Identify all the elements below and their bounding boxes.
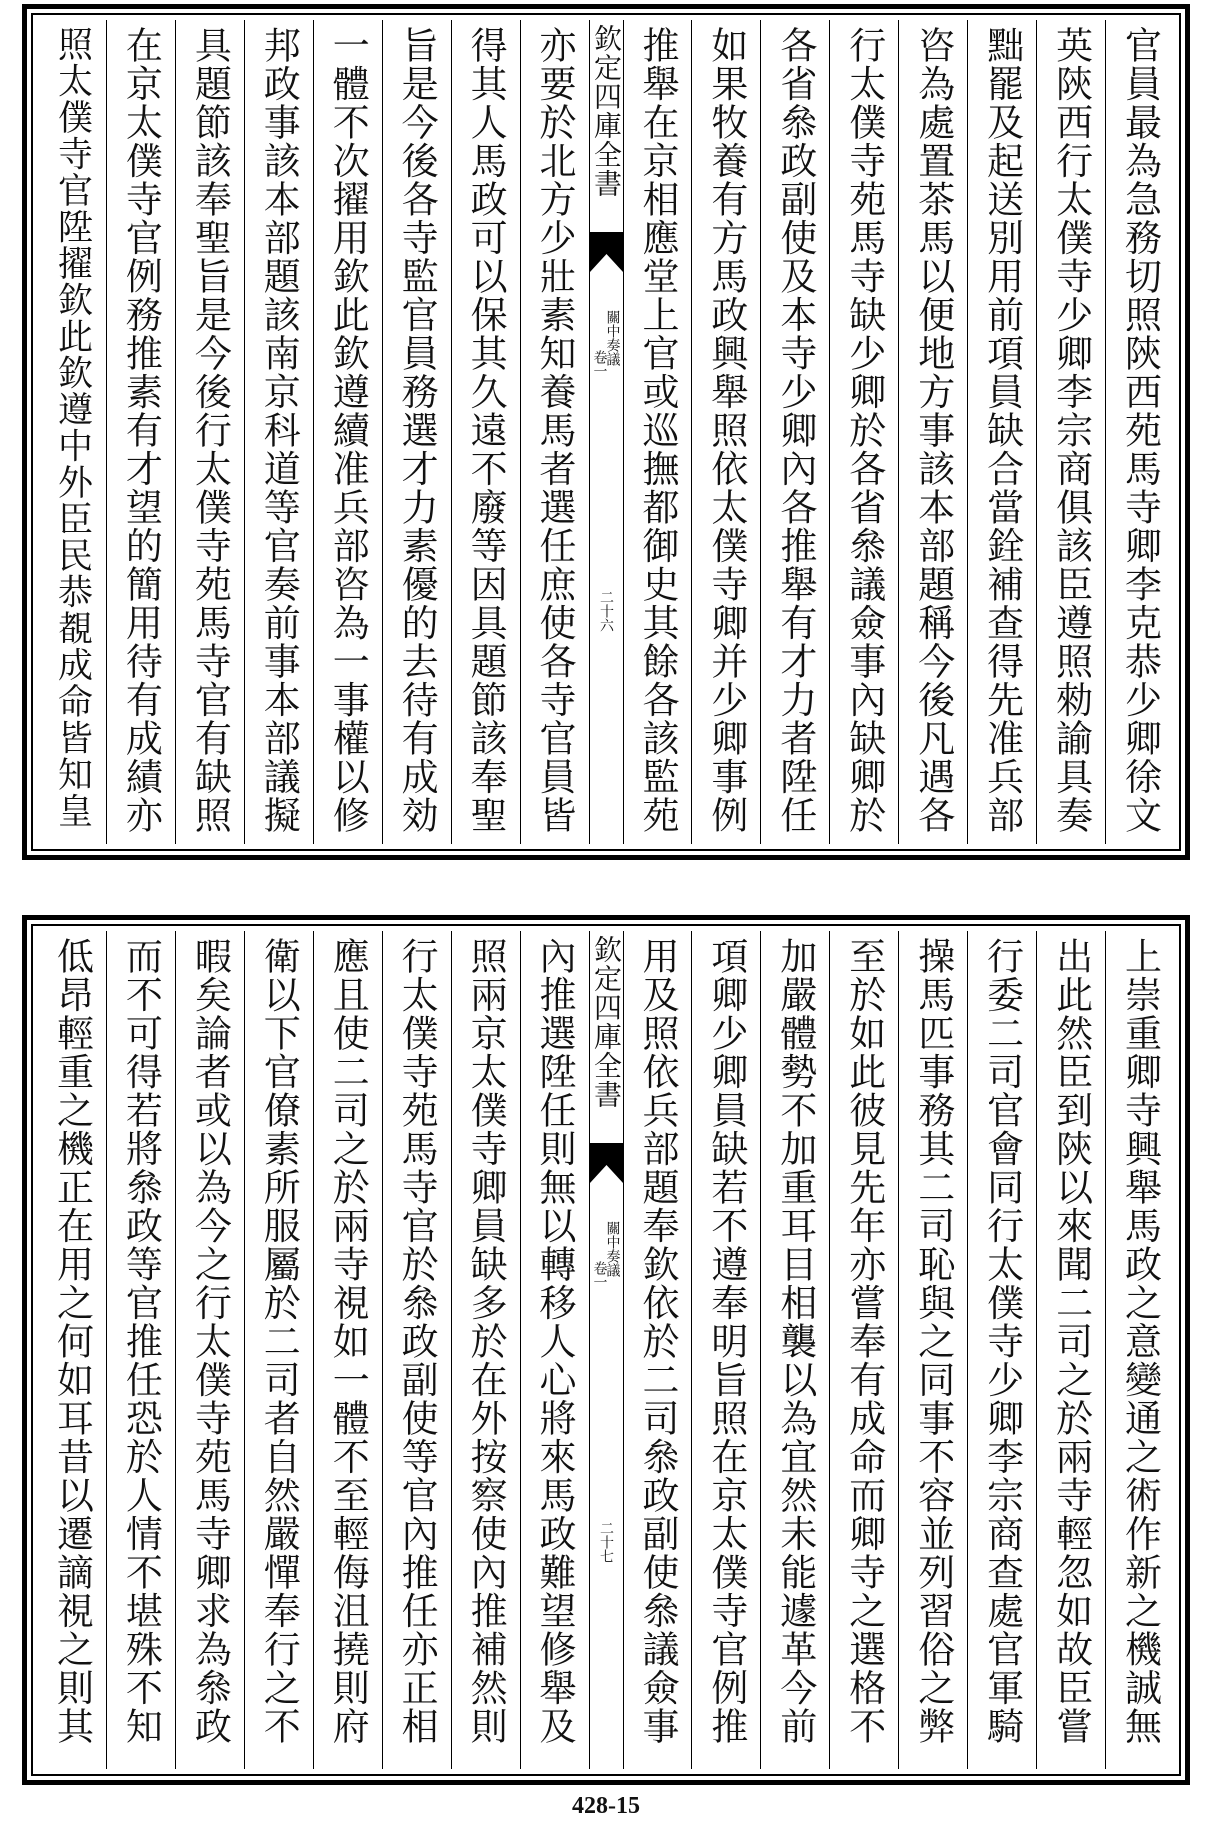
column-text: 而不可得若將叅政等官推任恐於人情不堪殊不知 — [119, 937, 163, 1746]
text-column — [760, 20, 829, 844]
text-column — [967, 20, 1036, 844]
text-column — [623, 20, 692, 844]
text-column — [451, 931, 520, 1769]
text-column — [382, 931, 451, 1769]
column-text: 亦要於北方少壯素知養馬者選任庶使各寺官員皆 — [533, 26, 577, 835]
column-text: 應且使二司之於兩寺視如一體不至輕侮沮撓則府 — [326, 937, 370, 1746]
text-column — [175, 931, 244, 1769]
top-page-panel — [22, 4, 1190, 860]
column-text: 咨為處置茶馬以便地方事該本部題稱今後凡遇各 — [911, 26, 955, 835]
book-subtitle: 關中奏議 — [604, 1221, 621, 1277]
center-fold-column — [589, 20, 623, 844]
text-column — [829, 20, 898, 844]
text-column — [106, 20, 175, 844]
column-text: 暇矣論者或以為今之行太僕寺苑馬寺卿求為叅政 — [188, 937, 232, 1746]
text-column — [898, 20, 967, 844]
text-column — [898, 931, 967, 1769]
column-text: 低昂輕重之機正在用之何如耳昔以遷謫視之則其 — [50, 937, 94, 1746]
text-column — [1105, 20, 1174, 844]
text-column — [244, 931, 313, 1769]
column-text: 黜罷及起送別用前項員缺合當銓補查得先准兵部 — [980, 26, 1024, 835]
book-subtitle: 關中奏議 — [604, 310, 621, 366]
book-title: 欽定四庫全書 — [590, 935, 623, 1109]
column-text: 衛以下官僚素所服屬於二司者自然嚴憚奉行之不 — [257, 937, 301, 1746]
column-text: 行太僕寺苑馬寺官於叅政副使等官內推任亦正相 — [395, 937, 439, 1746]
page-number-footer: 428-15 — [572, 1793, 640, 1819]
volume-label: 卷一 — [591, 1261, 608, 1289]
text-column — [106, 931, 175, 1769]
column-text: 照太僕寺官陞擢欽此欽遵中外臣民恭覩成命皆知皇 — [52, 26, 93, 829]
text-column — [313, 20, 382, 844]
text-column — [451, 20, 520, 844]
text-column — [760, 931, 829, 1769]
center-fold-column — [589, 931, 623, 1769]
book-title: 欽定四庫全書 — [590, 24, 623, 198]
column-text: 上崇重卿寺興舉馬政之意變通之術作新之機誠無 — [1118, 937, 1162, 1746]
column-text: 至於如此彼見先年亦嘗奉有成命而卿寺之選格不 — [842, 937, 886, 1746]
leaf-number: 二十六 — [598, 590, 614, 632]
column-text: 邦政事該本部題該南京科道等官奏前事本部議擬 — [257, 26, 301, 835]
column-text: 出此然臣到陝以來聞二司之於兩寺輕忽如故臣嘗 — [1049, 937, 1093, 1746]
column-text: 項卿少卿員缺若不遵奉明旨照在京太僕寺官例推 — [704, 937, 748, 1746]
column-text: 官員最為急務切照陝西苑馬寺卿李克恭少卿徐文 — [1118, 26, 1162, 835]
column-text: 操馬匹事務其二司恥與之同事不容並列習俗之弊 — [911, 937, 955, 1746]
volume-label: 卷一 — [591, 350, 608, 378]
text-column — [38, 931, 106, 1769]
text-columns — [38, 931, 1174, 1769]
leaf-number: 二十七 — [598, 1521, 614, 1563]
text-column — [175, 20, 244, 844]
text-column — [829, 931, 898, 1769]
column-text: 用及照依兵部題奉欽依於二司叅政副使叅議僉事 — [635, 937, 679, 1746]
text-column — [38, 20, 106, 844]
column-text: 照兩京太僕寺卿員缺多於在外按察使內推補然則 — [464, 937, 508, 1746]
text-column — [382, 20, 451, 844]
column-text: 行委二司官會同行太僕寺少卿李宗商查處官軍騎 — [980, 937, 1024, 1746]
text-column — [244, 20, 313, 844]
column-text: 行太僕寺苑馬寺缺少卿於各省叅議僉事內缺卿於 — [842, 26, 886, 835]
column-text: 各省叅政副使及本寺少卿內各推舉有才力者陞任 — [773, 26, 817, 835]
bottom-page-panel — [22, 915, 1190, 1785]
text-column — [967, 931, 1036, 1769]
column-text: 推舉在京相應堂上官或巡撫都御史其餘各該監苑 — [635, 26, 679, 835]
column-text: 一體不次擢用欽此欽遵續准兵部咨為一事權以修 — [326, 26, 370, 835]
column-text: 如果牧養有方馬政興舉照依太僕寺卿并少卿事例 — [704, 26, 748, 835]
text-column — [1105, 931, 1174, 1769]
column-text: 旨是今後各寺監官員務選才力素優的去待有成効 — [395, 26, 439, 835]
text-column — [520, 931, 589, 1769]
text-column — [623, 931, 692, 1769]
column-text: 得其人馬政可以保其久遠不廢等因具題節該奉聖 — [464, 26, 508, 835]
column-text: 在京太僕寺官例務推素有才望的簡用待有成績亦 — [119, 26, 163, 835]
fishtail-mark — [590, 232, 623, 272]
text-columns — [38, 20, 1174, 844]
fishtail-mark — [590, 1143, 623, 1183]
text-column — [520, 20, 589, 844]
text-column — [691, 931, 760, 1769]
column-text: 具題節該奉聖旨是今後行太僕寺苑馬寺官有缺照 — [188, 26, 232, 835]
column-text: 加嚴體勢不加重耳目相襲以為宜然未能遽革今前 — [773, 937, 817, 1746]
column-text: 內推選陞任則無以轉移人心將來馬政難望修舉及 — [533, 937, 577, 1746]
text-column — [313, 931, 382, 1769]
text-column — [1036, 931, 1105, 1769]
column-text: 英陝西行太僕寺少卿李宗商俱該臣遵照勑諭具奏 — [1049, 26, 1093, 835]
text-column — [1036, 20, 1105, 844]
text-column — [691, 20, 760, 844]
